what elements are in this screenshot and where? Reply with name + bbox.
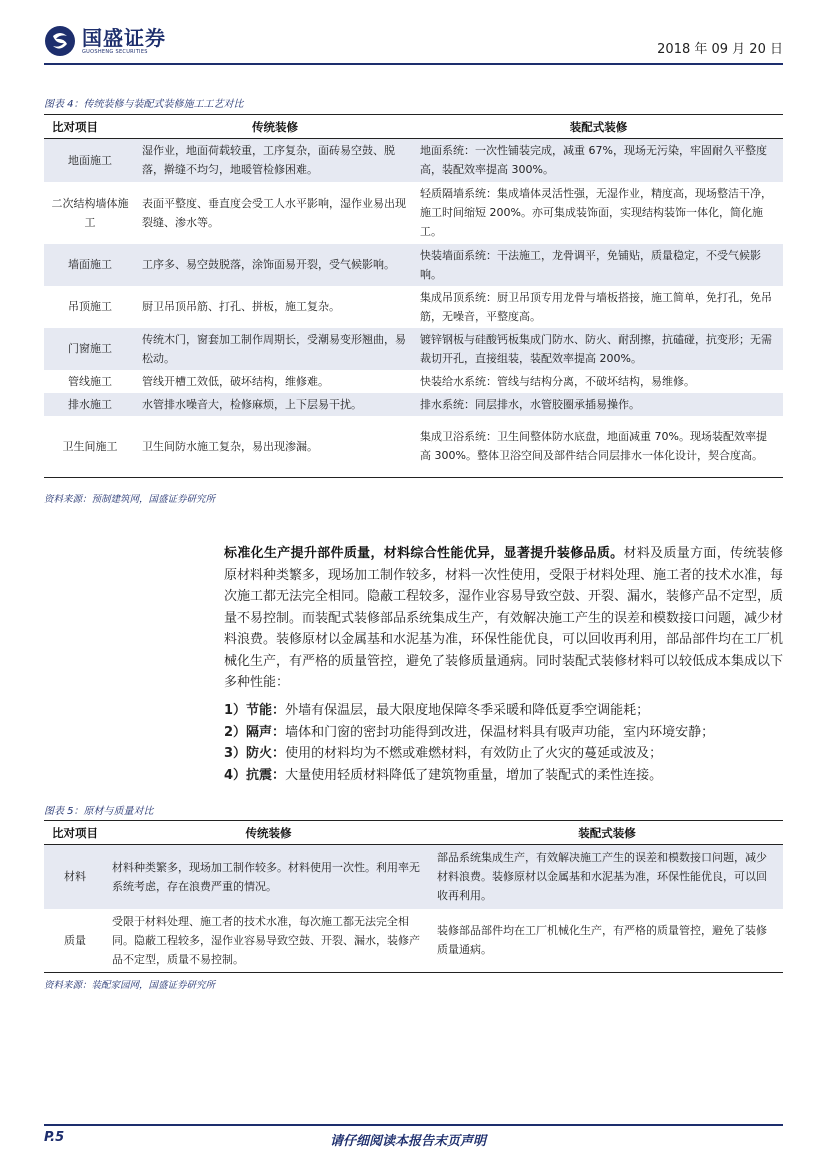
company-logo	[44, 24, 166, 58]
row-item: 二次结构墙体施工	[51, 196, 129, 229]
row-prefab: 排水系统：同层排水，水管胶圈承插易操作。	[414, 393, 783, 416]
row-prefab: 轻质隔墙系统：集成墙体灵活性强，无湿作业，精度高，现场整洁干净，施工时间缩短 200%。亦可集成装饰面，实现结构装饰一体化，简化施工。	[420, 187, 772, 238]
table-row	[44, 328, 783, 370]
row-traditional: 水管排水噪音大，检修麻烦，上下层易干扰。	[136, 393, 414, 416]
row-traditional: 湿作业，地面荷载较重，工序复杂，面砖易空鼓、脱落，擀缝不均匀，地暖管检修困难。	[136, 139, 414, 182]
bullet-num: 1）	[224, 703, 247, 718]
table5-caption: 图表 5：原材与质量对比	[44, 806, 154, 817]
footer-divider	[44, 1124, 783, 1126]
table4-header-item: 比对项目	[52, 119, 98, 134]
row-traditional: 传统木门，窗套加工制作周期长，受潮易变形翘曲，易松动。	[136, 328, 414, 370]
row-item: 管线施工	[68, 374, 112, 388]
table5-header-item: 比对项目	[52, 825, 98, 840]
row-traditional: 卫生间防水施工复杂，易出现渗漏。	[142, 439, 318, 453]
table-row	[44, 139, 783, 182]
table5-header-row	[44, 821, 783, 845]
table-row	[44, 286, 783, 328]
row-traditional: 工序多、易空鼓脱落，涂饰面易开裂，受气候影响。	[136, 244, 414, 286]
table4-header-traditional: 传统装修	[252, 119, 298, 134]
table5-source: 资料来源：装配家园网，国盛证券研究所	[44, 980, 216, 991]
row-prefab: 地面系统：一次性铺装完成，减重 67%，现场无污染，牢固耐久平整度高，装配效率提高 300%。	[414, 139, 783, 182]
row-traditional: 表面平整度、垂直度会受工人水平影响，湿作业易出现裂缝、渗水等。	[142, 196, 406, 229]
row-item: 卫生间施工	[62, 439, 118, 453]
bullet-title: 节能：	[246, 703, 286, 718]
row-item: 门窗施工	[44, 328, 136, 370]
bullet-num: 2）	[224, 724, 247, 740]
table-row	[44, 416, 783, 478]
row-prefab: 快装给水系统：管线与结构分离，不破坏结构，易维修。	[420, 374, 695, 388]
row-prefab: 装修部品部件均在工厂机械化生产，有严格的质量管控，避免了装修质量通病。	[437, 924, 767, 957]
list-item	[224, 722, 783, 744]
page-number: P.5	[44, 1130, 65, 1145]
row-traditional: 厨卫吊顶吊筋、打孔、拼板，施工复杂。	[142, 300, 340, 313]
bullet-title: 抗震：	[246, 767, 286, 783]
row-prefab: 部品系统集成生产，有效解决施工产生的误差和模数接口问题，减少材料浪费。装修原材以金属基和水泥基为准，环保性能优良，可以回收再利用。	[431, 845, 783, 909]
bullet-title: 防火：	[246, 746, 286, 761]
page-header	[44, 24, 783, 58]
paragraph-lead-bold: 标准化生产提升部件质量，材料综合性能优异，显著提升装修品质。	[224, 546, 624, 561]
table4-source: 资料来源：预制建筑网，国盛证券研究所	[44, 494, 216, 505]
bullet-num: 4）	[224, 767, 247, 783]
row-prefab: 集成卫浴系统：卫生间整体防水底盘，地面减重 70%。现场装配效率提高 300%。整体卫浴空间及部件结合同层排水一体化设计，契合度高。	[420, 430, 767, 463]
table4	[44, 114, 783, 478]
row-item: 墙面施工	[44, 244, 136, 286]
performance-list	[224, 700, 783, 786]
bullet-title: 隔声：	[246, 724, 286, 740]
company-subname: GUOSHENG SECURITIES	[82, 48, 148, 55]
bullet-num: 3）	[224, 746, 247, 761]
bullet-text: 墙体和门窗的密封功能得到改进，保温材料具有吸声功能，室内环境安静；	[285, 724, 715, 740]
list-item	[224, 765, 783, 787]
table4-caption: 图表 4：传统装修与装配式装修施工工艺对比	[44, 99, 244, 110]
table-row	[44, 393, 783, 416]
row-prefab: 集成吊顶系统：厨卫吊顶专用龙骨与墙板搭接，施工简单，免打孔，免吊筋，无噪音，平整度高。	[420, 290, 772, 323]
row-item: 地面施工	[44, 139, 136, 182]
row-item: 吊顶施工	[68, 300, 112, 313]
row-item: 材料	[44, 845, 106, 909]
list-item	[224, 743, 783, 765]
bullet-text: 外墙有保温层，最大限度地保障冬季采暖和降低夏季空调能耗；	[285, 703, 650, 718]
table-row	[44, 182, 783, 244]
paragraph-text: 材料及质量方面，传统装修原材料种类繁多，现场加工制作较多，材料一次性使用，受限于材料处理、施工者的技术水准，每次施工都无法完全相同。隐蔽工程较多，湿作业容易导致空鼓、开裂、漏水，装修产品不定型，质量不易控制。而装配式装修部品系统集成生产，有效解决施工产生的误差和模数接口问题，减少材料浪费。装修原材以金属基和水泥基为准，环保性能优良，可以回收再利用，部品部件均在工厂机械化生产，有严格的质量管控，避免了装修质量通病。同时装配式装修材料可以较低成本集成以下多种性能：	[224, 546, 784, 690]
header-divider	[44, 63, 783, 65]
table5-header-prefab: 装配式装修	[578, 825, 636, 840]
table5-header-traditional: 传统装修	[245, 825, 292, 840]
row-item: 质量	[64, 933, 86, 947]
table-row	[44, 370, 783, 393]
table5	[44, 820, 783, 973]
body-paragraph	[224, 543, 783, 694]
row-traditional: 管线开槽工效低，破坏结构，维修难。	[142, 374, 329, 388]
bullet-text: 大量使用轻质材料降低了建筑物重量，增加了装配式的柔性连接。	[285, 767, 663, 783]
table4-header-prefab: 装配式装修	[569, 119, 628, 134]
report-date: 2018 年 09 月 20 日	[657, 42, 783, 57]
row-item: 排水施工	[44, 393, 136, 416]
bullet-text: 使用的材料均为不燃或难燃材料，有效防止了火灾的蔓延或波及；	[285, 746, 663, 761]
row-prefab: 镀锌钢板与硅酸钙板集成门防水、防火、耐刮擦，抗磕碰，抗变形；无需裁切开孔，直接组装，装配效率提高 200%。	[414, 328, 783, 370]
table-row	[44, 845, 783, 909]
list-item	[224, 700, 783, 722]
row-traditional: 材料种类繁多，现场加工制作较多。材料使用一次性。利用率无系统考虑，存在浪费严重的情况。	[106, 845, 431, 909]
company-name: 国盛证券	[82, 25, 166, 50]
table-row	[44, 909, 783, 973]
footer-disclaimer: 请仔细阅读本报告末页声明	[330, 1134, 487, 1149]
table-row	[44, 244, 783, 286]
table4-header-row	[44, 115, 783, 139]
row-traditional: 受限于材料处理、施工者的技术水准，每次施工都无法完全相同。隐蔽工程较多，湿作业容易导致空鼓、开裂、漏水，装修产品不定型，质量不易控制。	[112, 914, 420, 966]
row-prefab: 快装墙面系统：干法施工，龙骨调平，免铺贴，质量稳定，不受气候影响。	[414, 244, 783, 286]
company-logo-icon	[44, 25, 76, 57]
